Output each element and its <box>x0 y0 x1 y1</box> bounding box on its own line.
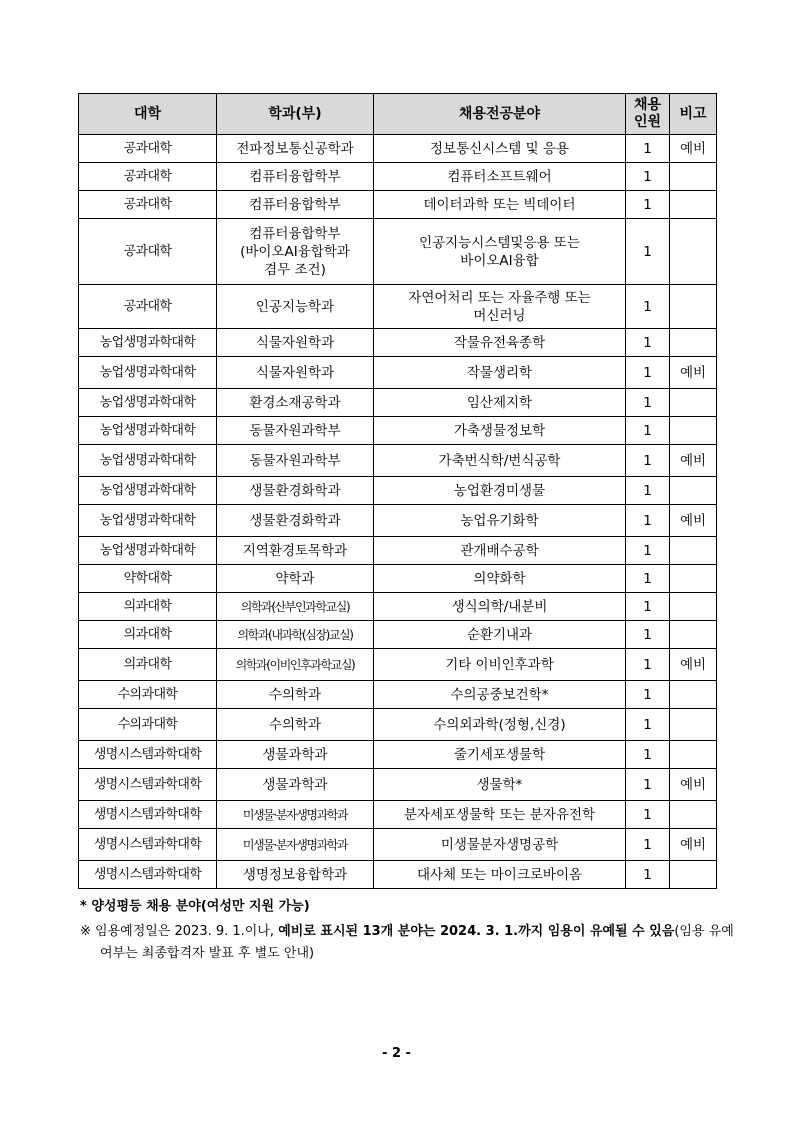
remark-cell <box>670 681 717 709</box>
college-cell: 생명시스템과학대학 <box>79 829 217 861</box>
college-cell: 농업생명과학대학 <box>79 389 217 417</box>
count-cell: 1 <box>626 829 670 861</box>
college-cell: 공과대학 <box>79 219 217 285</box>
field-cell: 정보통신시스템 및 응용 <box>374 135 626 163</box>
department-cell: 생명정보융합학과 <box>217 861 374 889</box>
remark-cell <box>670 163 717 191</box>
remark-cell <box>670 191 717 219</box>
table-row <box>79 593 717 621</box>
remark-cell: 예비 <box>670 649 717 681</box>
college-cell: 농업생명과학대학 <box>79 505 217 537</box>
remark-cell <box>670 285 717 329</box>
field-cell: 임산제지학 <box>374 389 626 417</box>
table-row <box>79 285 717 329</box>
college-cell: 농업생명과학대학 <box>79 477 217 505</box>
college-cell: 수의과대학 <box>79 681 217 709</box>
college-cell: 수의과대학 <box>79 709 217 741</box>
table-row <box>79 219 717 285</box>
table-row <box>79 163 717 191</box>
department-cell: 전파정보통신공학과 <box>217 135 374 163</box>
field-cell: 관개배수공학 <box>374 537 626 565</box>
department-cell: 의학과(내과학(심장)교실) <box>217 621 374 649</box>
count-cell: 1 <box>626 445 670 477</box>
department-cell: 지역환경토목학과 <box>217 537 374 565</box>
table-row <box>79 829 717 861</box>
count-cell: 1 <box>626 477 670 505</box>
college-cell: 약학대학 <box>79 565 217 593</box>
notes-section <box>80 896 740 965</box>
recruitment-table <box>78 93 717 889</box>
table-body <box>79 135 717 889</box>
count-cell: 1 <box>626 649 670 681</box>
table-row <box>79 417 717 445</box>
field-cell: 생식의학/내분비 <box>374 593 626 621</box>
college-cell: 공과대학 <box>79 285 217 329</box>
field-cell: 가축번식학/번식공학 <box>374 445 626 477</box>
remark-cell <box>670 219 717 285</box>
department-cell: 약학과 <box>217 565 374 593</box>
department-cell: 생물환경화학과 <box>217 505 374 537</box>
count-cell: 1 <box>626 565 670 593</box>
college-cell: 공과대학 <box>79 135 217 163</box>
field-cell: 수의공중보건학* <box>374 681 626 709</box>
department-cell: 환경소재공학과 <box>217 389 374 417</box>
college-cell: 생명시스템과학대학 <box>79 801 217 829</box>
department-cell: 인공지능학과 <box>217 285 374 329</box>
field-cell: 분자세포생물학 또는 분자유전학 <box>374 801 626 829</box>
table-row <box>79 537 717 565</box>
department-cell: 수의학과 <box>217 681 374 709</box>
department-cell: 의학과(산부인과학교실) <box>217 593 374 621</box>
department-cell: 식물자원학과 <box>217 357 374 389</box>
field-cell: 줄기세포생물학 <box>374 741 626 769</box>
count-cell: 1 <box>626 219 670 285</box>
remark-cell <box>670 801 717 829</box>
table-row <box>79 801 717 829</box>
remark-cell: 예비 <box>670 829 717 861</box>
table-row <box>79 329 717 357</box>
college-cell: 생명시스템과학대학 <box>79 769 217 801</box>
count-cell: 1 <box>626 709 670 741</box>
count-cell: 1 <box>626 861 670 889</box>
field-cell: 수의외과학(정형,신경) <box>374 709 626 741</box>
schedule-note <box>80 921 740 965</box>
department-cell: 생물과학과 <box>217 769 374 801</box>
remark-cell: 예비 <box>670 135 717 163</box>
schedule-note-bold: 예비로 표시된 13개 분야는 2024. 3. 1.까지 임용이 유예될 수 있음 <box>278 924 675 939</box>
department-cell: 생물환경화학과 <box>217 477 374 505</box>
count-cell: 1 <box>626 769 670 801</box>
table-row <box>79 681 717 709</box>
table-row <box>79 649 717 681</box>
count-cell: 1 <box>626 389 670 417</box>
header-remark: 비고 <box>670 94 717 135</box>
field-cell: 자연어처리 또는 자율주행 또는 머신러닝 <box>374 285 626 329</box>
count-cell: 1 <box>626 135 670 163</box>
table-row <box>79 445 717 477</box>
schedule-note-prefix: ※ 임용예정일은 2023. 9. 1.이나, <box>80 924 279 939</box>
count-cell: 1 <box>626 191 670 219</box>
department-cell: 의학과(이비인후과학교실) <box>217 649 374 681</box>
remark-cell <box>670 593 717 621</box>
department-cell: 수의학과 <box>217 709 374 741</box>
remark-cell <box>670 329 717 357</box>
schedule-note-suffix: (임용 유예 여부는 최종합격자 발표 후 별도 안내) <box>100 924 734 961</box>
table-row <box>79 135 717 163</box>
college-cell: 생명시스템과학대학 <box>79 861 217 889</box>
header-field: 채용전공분야 <box>374 94 626 135</box>
remark-cell <box>670 861 717 889</box>
remark-cell <box>670 389 717 417</box>
table-row <box>79 565 717 593</box>
count-cell: 1 <box>626 681 670 709</box>
department-cell: 동물자원과학부 <box>217 445 374 477</box>
remark-cell: 예비 <box>670 769 717 801</box>
field-cell: 미생물분자생명공학 <box>374 829 626 861</box>
count-cell: 1 <box>626 163 670 191</box>
college-cell: 생명시스템과학대학 <box>79 741 217 769</box>
field-cell: 컴퓨터소프트웨어 <box>374 163 626 191</box>
college-cell: 농업생명과학대학 <box>79 357 217 389</box>
remark-cell: 예비 <box>670 445 717 477</box>
department-cell: 컴퓨터융합학부 (바이오AI융합학과 겸무 조건) <box>217 219 374 285</box>
remark-cell <box>670 709 717 741</box>
count-cell: 1 <box>626 801 670 829</box>
table-row <box>79 861 717 889</box>
page-number: - 2 - <box>382 1046 411 1061</box>
table-row <box>79 621 717 649</box>
college-cell: 의과대학 <box>79 621 217 649</box>
department-cell: 미생물·분자생명과학과 <box>217 801 374 829</box>
college-cell: 공과대학 <box>79 163 217 191</box>
field-cell: 생물학* <box>374 769 626 801</box>
department-cell: 미생물·분자생명과학과 <box>217 829 374 861</box>
department-cell: 컴퓨터융합학부 <box>217 163 374 191</box>
table-row <box>79 357 717 389</box>
remark-cell <box>670 565 717 593</box>
count-cell: 1 <box>626 593 670 621</box>
gender-equality-note: * 양성평등 채용 분야(여성만 지원 가능) <box>80 899 310 914</box>
count-cell: 1 <box>626 505 670 537</box>
department-cell: 생물과학과 <box>217 741 374 769</box>
remark-cell <box>670 621 717 649</box>
table-row <box>79 709 717 741</box>
college-cell: 공과대학 <box>79 191 217 219</box>
count-cell: 1 <box>626 285 670 329</box>
remark-cell: 예비 <box>670 357 717 389</box>
college-cell: 의과대학 <box>79 593 217 621</box>
field-cell: 인공지능시스템및응용 또는 바이오AI융합 <box>374 219 626 285</box>
college-cell: 농업생명과학대학 <box>79 329 217 357</box>
table-row <box>79 191 717 219</box>
table-row <box>79 505 717 537</box>
remark-cell: 예비 <box>670 505 717 537</box>
college-cell: 농업생명과학대학 <box>79 537 217 565</box>
field-cell: 작물유전육종학 <box>374 329 626 357</box>
remark-cell <box>670 477 717 505</box>
field-cell: 순환기내과 <box>374 621 626 649</box>
field-cell: 농업환경미생물 <box>374 477 626 505</box>
field-cell: 기타 이비인후과학 <box>374 649 626 681</box>
field-cell: 의약화학 <box>374 565 626 593</box>
count-cell: 1 <box>626 329 670 357</box>
header-count: 채용 인원 <box>626 94 670 135</box>
table-row <box>79 741 717 769</box>
count-cell: 1 <box>626 417 670 445</box>
department-cell: 식물자원학과 <box>217 329 374 357</box>
table-header-row <box>79 94 717 135</box>
count-cell: 1 <box>626 621 670 649</box>
table-row <box>79 477 717 505</box>
header-college: 대학 <box>79 94 217 135</box>
department-cell: 동물자원과학부 <box>217 417 374 445</box>
field-cell: 가축생물정보학 <box>374 417 626 445</box>
count-cell: 1 <box>626 537 670 565</box>
remark-cell <box>670 537 717 565</box>
college-cell: 농업생명과학대학 <box>79 445 217 477</box>
count-cell: 1 <box>626 357 670 389</box>
department-cell: 컴퓨터융합학부 <box>217 191 374 219</box>
college-cell: 의과대학 <box>79 649 217 681</box>
field-cell: 대사체 또는 마이크로바이옴 <box>374 861 626 889</box>
header-department: 학과(부) <box>217 94 374 135</box>
remark-cell <box>670 741 717 769</box>
table-row <box>79 769 717 801</box>
field-cell: 데이터과학 또는 빅데이터 <box>374 191 626 219</box>
college-cell: 농업생명과학대학 <box>79 417 217 445</box>
remark-cell <box>670 417 717 445</box>
field-cell: 작물생리학 <box>374 357 626 389</box>
count-cell: 1 <box>626 741 670 769</box>
table-row <box>79 389 717 417</box>
field-cell: 농업유기화학 <box>374 505 626 537</box>
